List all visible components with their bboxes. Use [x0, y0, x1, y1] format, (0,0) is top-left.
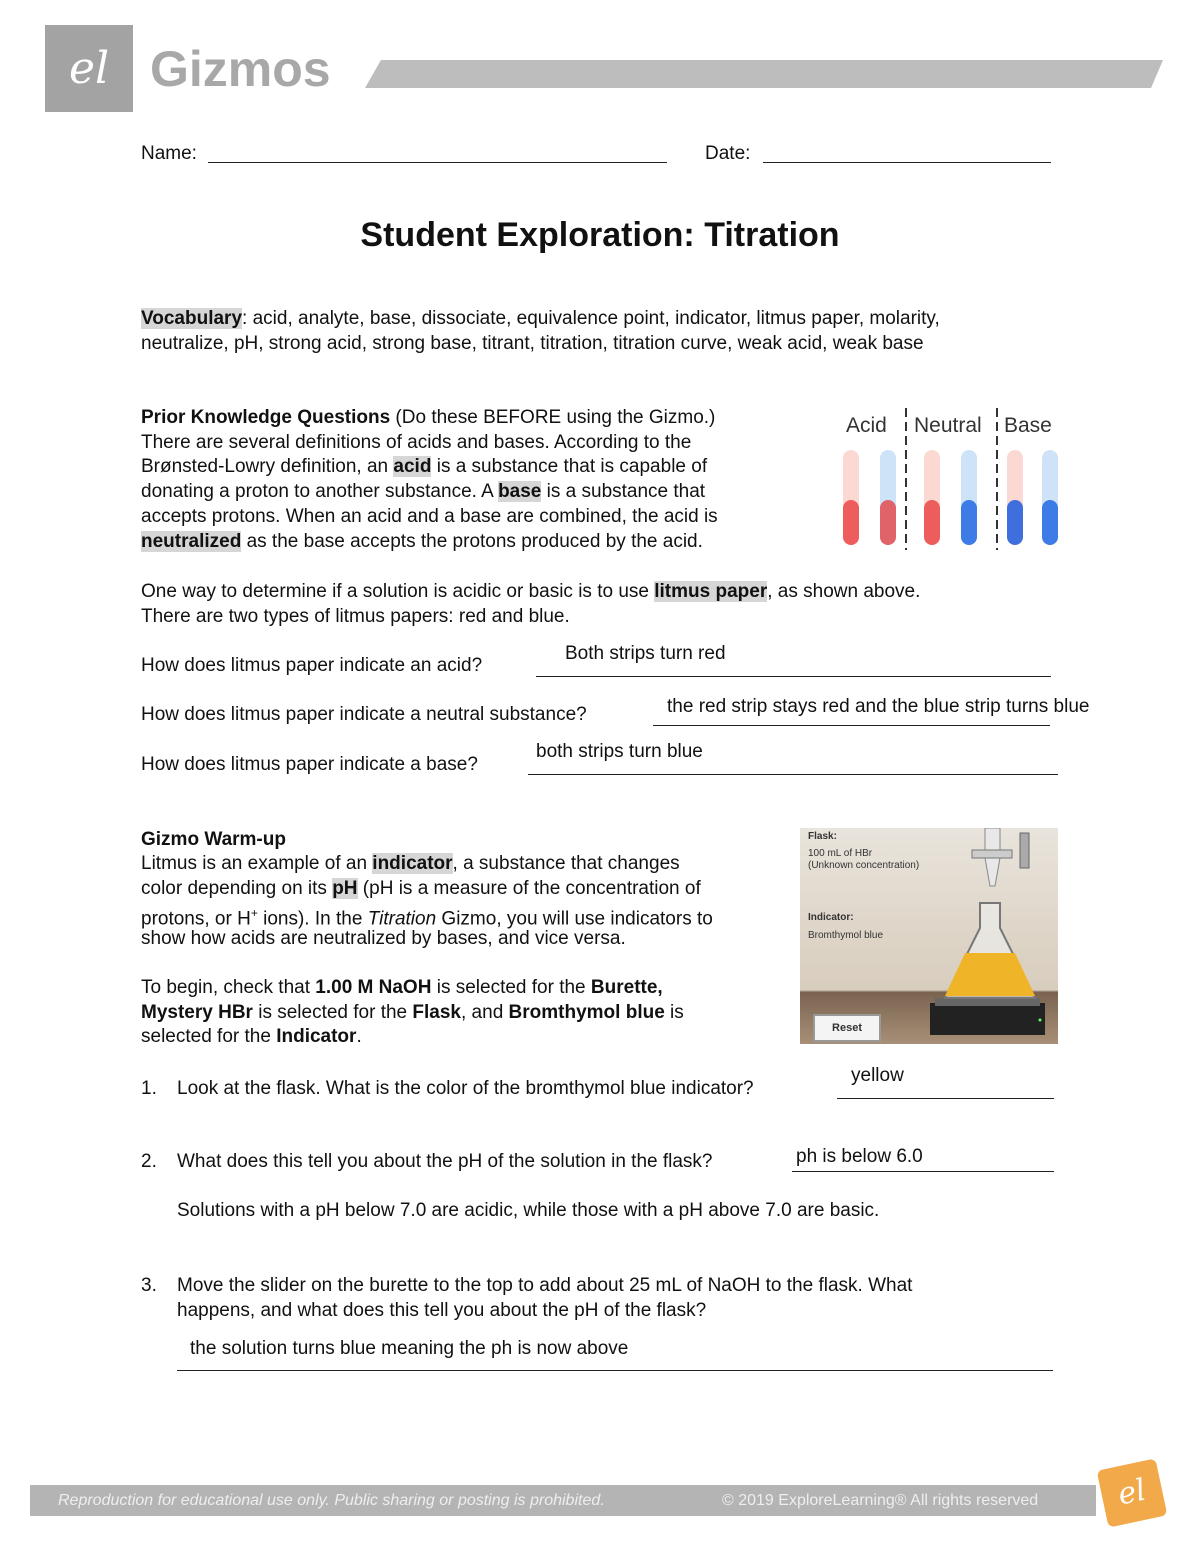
flask-label: Flask:: [808, 831, 837, 842]
explorelearning-logo: el: [45, 25, 133, 112]
name-field[interactable]: [208, 162, 667, 163]
superscript: +: [250, 906, 258, 920]
litmus-question-1: How does litmus paper indicate an acid?: [141, 655, 483, 676]
text: donating a proton to another substance. A: [141, 481, 499, 502]
text: Litmus is an example of an: [141, 853, 373, 874]
text: Indicator: [276, 1026, 357, 1047]
text: is selected for the: [252, 1002, 413, 1023]
question-2: What does this tell you about the pH of the solution in the flask?: [177, 1151, 713, 1172]
answer-line: [177, 1370, 1053, 1371]
footer-copyright: © 2019 ExploreLearning® All rights reserved: [722, 1492, 1039, 1509]
name-label: Name:: [141, 143, 197, 164]
begin-line-1: [141, 975, 663, 1000]
answer-line: [792, 1171, 1054, 1172]
term-ph: pH: [332, 878, 358, 899]
prior-line-5: [141, 529, 703, 554]
text: as the base accepts the protons produced by the acid.: [241, 531, 703, 552]
warmup-heading: Gizmo Warm-up: [141, 829, 286, 850]
answer-3[interactable]: the solution turns blue meaning the ph is now above: [190, 1338, 629, 1359]
litmus-answer-1[interactable]: Both strips turn red: [565, 643, 726, 664]
litmus-label-base: Base: [1004, 414, 1052, 437]
prior-line-1: There are several definitions of acids and bases. According to the: [141, 432, 692, 453]
vocabulary-label: Vocabulary: [141, 308, 243, 329]
litmus-answer-3[interactable]: both strips turn blue: [536, 741, 703, 762]
prior-line-2: [141, 454, 707, 479]
text: selected for the: [141, 1026, 277, 1047]
litmus-paragraph-2: There are two types of litmus papers: red and blue.: [141, 606, 570, 627]
prior-heading-line: [141, 405, 715, 430]
text: , a substance that changes: [452, 853, 680, 874]
text: , and: [461, 1002, 509, 1023]
question-3-line-1: Move the slider on the burette to the top to add about 25 mL of NaOH to the flask. What: [177, 1275, 913, 1296]
question-2-number: 2.: [141, 1151, 157, 1172]
answer-line: [837, 1098, 1054, 1099]
begin-line-2: [141, 1000, 684, 1025]
litmus-answer-2[interactable]: the red strip stays red and the blue strip turns blue: [667, 696, 1090, 717]
text: is a substance that: [541, 481, 706, 502]
question-1-number: 1.: [141, 1078, 157, 1099]
test-tubes: [843, 450, 1058, 545]
text: Burette,: [590, 977, 663, 998]
gizmo-name: Titration: [367, 908, 437, 930]
answer-1[interactable]: yellow: [851, 1065, 904, 1086]
warmup-line-1: [141, 851, 680, 876]
page-title: Student Exploration: Titration: [360, 216, 840, 254]
term-litmus-paper: litmus paper: [654, 581, 768, 602]
prior-heading-note: (Do these BEFORE using the Gizmo.): [390, 407, 716, 428]
answer-line: [528, 774, 1058, 775]
gizmo-screenshot: [800, 828, 1058, 1044]
litmus-question-2: How does litmus paper indicate a neutral substance?: [141, 704, 587, 725]
text: , as shown above.: [767, 581, 921, 602]
text: is selected for the: [431, 977, 591, 998]
flask-value: (Unknown concentration): [808, 860, 920, 871]
answer-line: [536, 676, 1051, 677]
text: One way to determine if a solution is acidic or basic is to use: [141, 581, 655, 602]
text: protons, or H: [141, 908, 251, 930]
vocabulary-line-1: [141, 306, 940, 331]
answer-line: [653, 725, 1050, 726]
text: Flask: [412, 1002, 461, 1023]
footer-notice: Reproduction for educational use only. Public sharing or posting is prohibited.: [58, 1492, 605, 1509]
text: 1.00 M NaOH: [315, 977, 432, 998]
litmus-label-neutral: Neutral: [914, 414, 982, 437]
text: is a substance that is capable of: [431, 456, 708, 477]
question-3-number: 3.: [141, 1275, 157, 1296]
text: (pH is a measure of the concentration of: [357, 878, 701, 899]
warmup-line-2: [141, 876, 701, 901]
text: To begin, check that: [141, 977, 316, 998]
prior-line-3: [141, 479, 705, 504]
text: is: [664, 1002, 684, 1023]
prior-line-4: accepts protons. When an acid and a base are combined, the acid is: [141, 506, 718, 527]
term-neutralized: neutralized: [141, 531, 242, 552]
indicator-value: Bromthymol blue: [808, 930, 884, 941]
text: Gizmo, you will use indicators to: [436, 908, 713, 930]
answer-2[interactable]: ph is below 6.0: [796, 1146, 923, 1167]
text: Mystery HBr: [141, 1002, 253, 1023]
date-label: Date:: [705, 143, 751, 164]
indicator-label: Indicator:: [808, 912, 854, 923]
vocabulary-line-2: neutralize, pH, strong acid, strong base, titrant, titration, titration curve, weak acid, weak base: [141, 333, 924, 354]
date-field[interactable]: [763, 162, 1051, 163]
reset-button: Reset: [813, 1014, 881, 1042]
warmup-line-4: show how acids are neutralized by bases, and vice versa.: [141, 928, 626, 949]
flask-value: 100 mL of HBr: [808, 848, 873, 859]
ph-note: Solutions with a pH below 7.0 are acidic, while those with a pH above 7.0 are basic.: [177, 1200, 880, 1221]
litmus-question-3: How does litmus paper indicate a base?: [141, 754, 478, 775]
litmus-paper-figure: [838, 405, 1068, 555]
prior-heading: Prior Knowledge Questions: [141, 407, 391, 428]
text: Bromthymol blue: [508, 1002, 665, 1023]
term-indicator: indicator: [372, 853, 453, 874]
text: .: [356, 1026, 362, 1047]
vocabulary-text: : acid, analyte, base, dissociate, equivalence point, indicator, litmus paper, molarity,: [242, 308, 940, 329]
text: ions). In the: [257, 908, 368, 930]
question-1: Look at the flask. What is the color of the bromthymol blue indicator?: [177, 1078, 754, 1099]
text: Brønsted-Lowry definition, an: [141, 456, 394, 477]
term-acid: acid: [393, 456, 432, 477]
footer-bar: [30, 1485, 1096, 1516]
explorelearning-footer-logo: el: [1097, 1458, 1168, 1527]
litmus-paragraph-1: [141, 579, 920, 604]
gizmos-brand: Gizmos: [150, 41, 331, 97]
begin-line-3: [141, 1024, 362, 1049]
header-bar: [365, 60, 1163, 88]
term-base: base: [498, 481, 542, 502]
titration-apparatus: [800, 828, 1058, 1044]
litmus-label-acid: Acid: [846, 414, 887, 437]
text: color depending on its: [141, 878, 333, 899]
question-3-line-2: happens, and what does this tell you about the pH of the flask?: [177, 1300, 707, 1321]
